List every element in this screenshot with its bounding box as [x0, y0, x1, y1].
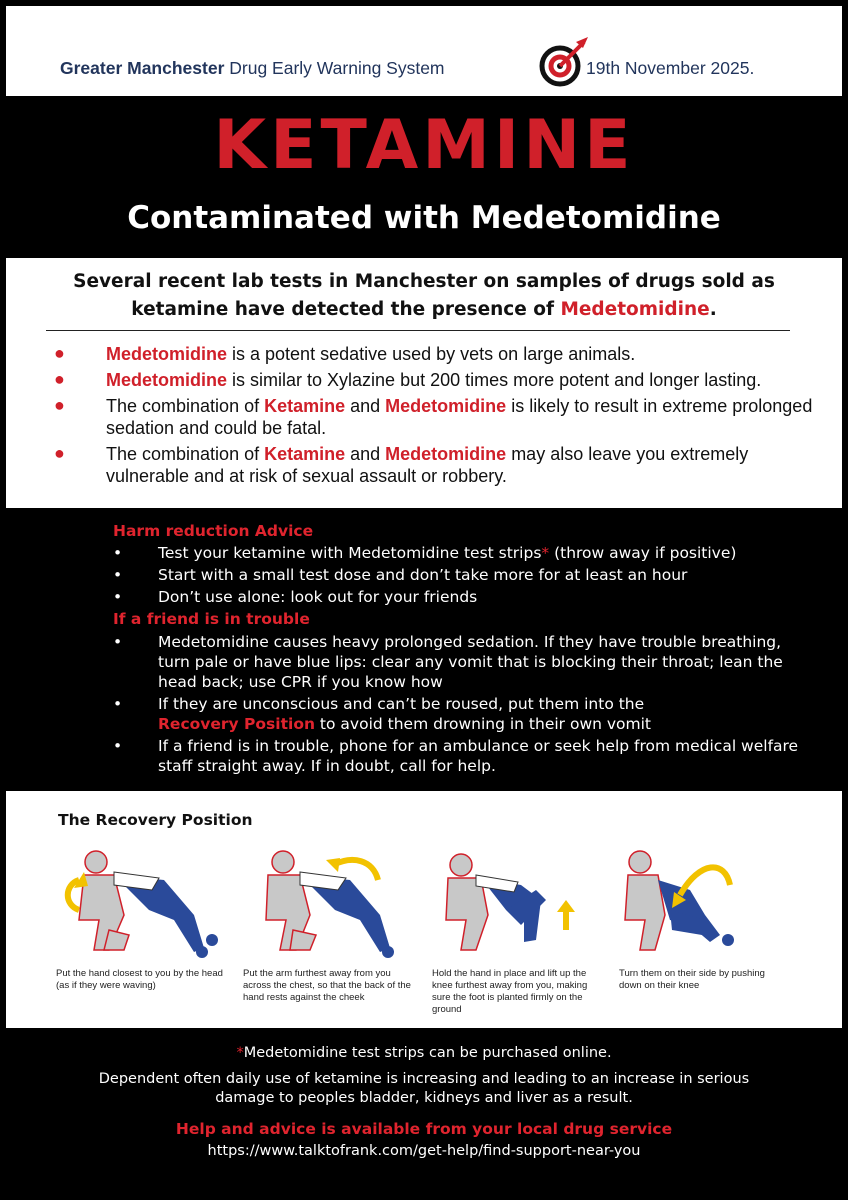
item-red: Ketamine: [264, 444, 346, 464]
bullet-icon: •: [113, 588, 123, 606]
item-text: is a potent sedative used by vets on large animals.: [227, 344, 636, 364]
list-item: [54, 443, 824, 487]
item-text: Start with a small test dose and don’t take more for at least an hour: [158, 566, 688, 584]
test-strips-note: [6, 1045, 842, 1061]
org-name-rest: Drug Early Warning System: [229, 58, 445, 78]
recovery-step2-illustration: [238, 840, 408, 965]
bullet-icon: •: [113, 566, 123, 584]
intro-text: [46, 268, 802, 324]
item-text: and: [345, 396, 386, 416]
recovery-step2-caption: Put the arm furthest away from you across the chest, so that the back of the hand rests against the cheek: [243, 968, 411, 1003]
intro-line2: [46, 296, 802, 324]
recovery-step3-illustration: [426, 840, 596, 965]
target-arrow-icon: [536, 34, 592, 90]
footer: [6, 1028, 842, 1190]
item-text: to avoid them drowning in their own vomit: [315, 715, 652, 733]
friend-trouble-list: [113, 632, 813, 778]
title-block: [6, 96, 842, 258]
list-item: [113, 694, 813, 734]
item-text: The combination of: [106, 396, 265, 416]
recovery-step1-caption: Put the hand closest to you by the head (as if they were waving): [56, 968, 223, 991]
recovery-step1-illustration: [54, 840, 224, 965]
item-text: Medetomidine causes heavy prolonged sedation. If they have trouble breathing, turn pale or have blue lips: clear any vomit that is blocking their throat; lean the head back; use CPR if you know how: [158, 633, 783, 691]
bullet-dot-icon: ●: [54, 443, 65, 463]
item-text: Test your ketamine with Medetomidine test strips: [158, 544, 542, 562]
intro-line2-red: Medetomidine: [560, 299, 710, 320]
divider: [46, 330, 790, 331]
list-item: [113, 632, 813, 692]
list-item: [113, 587, 813, 607]
bullet-dot-icon: ●: [54, 369, 65, 389]
recovery-step4-illustration: [610, 840, 780, 965]
test-strips-text: Medetomidine test strips can be purchased online.: [243, 1045, 612, 1061]
item-text: If they are unconscious and can’t be roused, put them into the: [158, 695, 645, 713]
bullet-dot-icon: ●: [54, 343, 65, 363]
list-item: [113, 543, 813, 563]
recovery-step3-caption: Hold the hand in place and lift up the knee furthest away from you, making sure the foot is planted firmly on the ground: [432, 968, 588, 1015]
friend-trouble-heading: If a friend is in trouble: [113, 610, 310, 628]
list-item: [113, 736, 813, 776]
bullet-dot-icon: ●: [54, 395, 65, 415]
list-item: [54, 395, 824, 439]
item-red: Medetomidine: [106, 370, 228, 390]
item-red: Medetomidine: [385, 444, 507, 464]
item-text: Don’t use alone: look out for your friends: [158, 588, 478, 606]
harm-reduction-list: [113, 543, 813, 609]
bullet-icon: •: [113, 695, 123, 713]
asterisk: *: [541, 544, 550, 562]
intro-line2-post: .: [709, 299, 717, 320]
asterisk: *: [236, 1045, 244, 1061]
item-red: Ketamine: [264, 396, 346, 416]
issue-date: 19th November 2025.: [586, 58, 755, 78]
item-text: is similar to Xylazine but 200 times more potent and longer lasting.: [227, 370, 762, 390]
org-name-bold: Greater Manchester: [60, 58, 225, 78]
bullet-icon: •: [113, 544, 123, 562]
item-text: If a friend is in trouble, phone for an ambulance or seek help from medical welfare staff straight away. If in doubt, call for help.: [158, 737, 799, 775]
poster: [6, 6, 842, 1190]
bullet-icon: •: [113, 633, 123, 651]
item-text: may also leave you extremely vulnerable and at risk of sexual assault or robbery.: [106, 444, 749, 486]
org-name: [60, 58, 445, 79]
advice-block: [6, 508, 842, 791]
list-item: [113, 565, 813, 585]
item-red: Medetomidine: [385, 396, 507, 416]
item-text: and: [345, 444, 386, 464]
item-text: The combination of: [106, 444, 265, 464]
help-heading: Help and advice is available from your local drug service: [175, 1120, 673, 1138]
recovery-position-title: The Recovery Position: [58, 811, 253, 829]
list-item: [54, 343, 824, 365]
page-subtitle: Contaminated with Medetomidine: [127, 200, 721, 236]
item-red: Medetomidine: [106, 344, 228, 364]
intro-line1: Several recent lab tests in Manchester on samples of drugs sold as: [73, 271, 775, 292]
list-item: [54, 369, 824, 391]
bullet-icon: •: [113, 737, 123, 755]
support-link[interactable]: https://www.talktofrank.com/get-help/find-support-near-you: [207, 1143, 641, 1159]
key-facts-list: [54, 343, 824, 491]
intro-line2-pre: ketamine have detected the presence of: [131, 299, 561, 320]
item-text: (throw away if positive): [549, 544, 737, 562]
header: [6, 6, 842, 96]
item-text: is likely to result in extreme prolonged sedation and could be fatal.: [106, 396, 813, 438]
page-title: KETAMINE: [213, 106, 635, 185]
health-warning: Dependent often daily use of ketamine is increasing and leading to an increase in serious damage to peoples bladder, kidneys and liver as a result.: [98, 1071, 750, 1106]
recovery-step4-caption: Turn them on their side by pushing down on their knee: [619, 968, 765, 991]
recovery-position-link: Recovery Position: [158, 715, 315, 733]
harm-reduction-heading: Harm reduction Advice: [113, 522, 314, 540]
